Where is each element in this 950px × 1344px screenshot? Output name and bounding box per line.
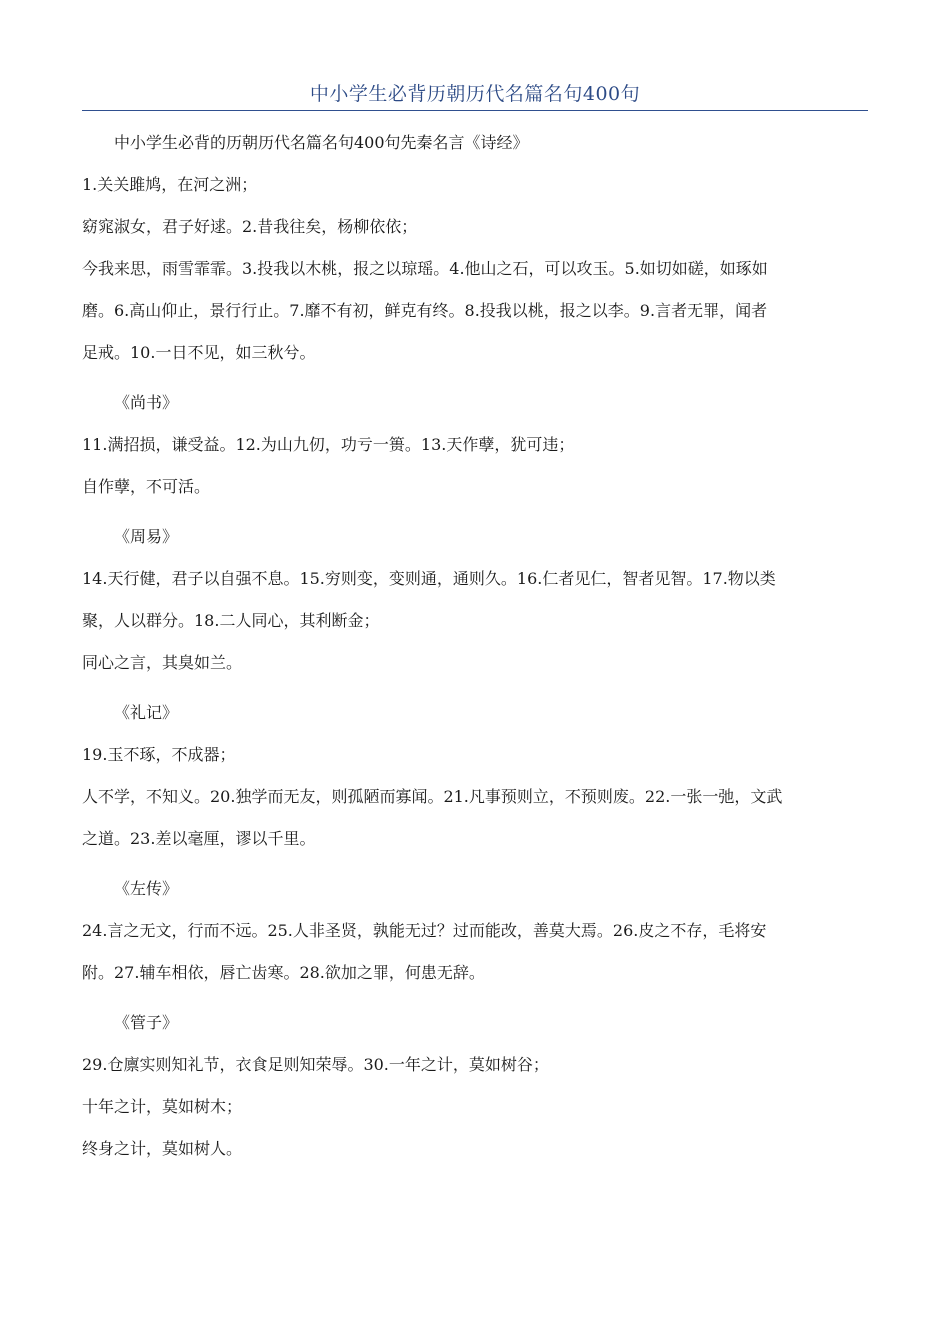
page-header [82,80,868,111]
section-heading-zuozhuan: 《左传》 [114,879,179,898]
text-line: 19.玉不琢，不成器； [82,745,236,764]
text-line: 窈窕淑女，君子好逑。2.昔我往矣，杨柳依依； [82,217,418,236]
text-line: 聚，人以群分。18.二人同心，其利断金； [82,611,380,630]
section-heading-liji: 《礼记》 [114,703,179,722]
text-line: 24.言之无文，行而不远。25.人非圣贤，孰能无过？过而能改，善莫大焉。26.皮之不存，毛将安 [82,921,767,940]
text-line: 自作孽，不可活。 [82,477,211,496]
text-line: 足戒。10.一日不见，如三秋兮。 [82,343,316,362]
section-heading-zhouyi: 《周易》 [114,527,179,546]
header-title: 中小学生必背历朝历代名篇名句400句 [309,83,641,105]
section-heading-guanzi: 《管子》 [114,1013,179,1032]
text-line: 29.仓廪实则知礼节，衣食足则知荣辱。30.一年之计，莫如树谷； [82,1055,549,1074]
text-line: 11.满招损，谦受益。12.为山九仞，功亏一篑。13.天作孽，犹可违； [82,435,575,454]
text-line: 之道。23.差以毫厘，谬以千里。 [82,829,316,848]
text-line: 十年之计，莫如树木； [82,1097,243,1116]
text-line: 同心之言，其臭如兰。 [82,653,243,672]
document-body [82,122,868,1170]
text-line: 人不学，不知义。20.独学而无友，则孤陋而寡闻。21.凡事预则立，不预则废。22.一张一弛，文武 [82,787,783,806]
text-line: 今我来思，雨雪霏霏。3.投我以木桃，报之以琼瑶。4.他山之石，可以攻玉。5.如切如磋，如琢如 [82,259,768,278]
text-line: 磨。6.高山仰止，景行行止。7.靡不有初，鲜克有终。8.投我以桃，报之以李。9.言者无罪，闻者 [82,301,768,320]
text-line: 1.关关雎鸠，在河之洲； [82,175,258,194]
section-heading-shangshu: 《尚书》 [114,393,179,412]
text-line: 附。27.辅车相依，唇亡齿寒。28.欲加之罪，何患无辞。 [82,963,485,982]
text-line: 14.天行健，君子以自强不息。15.穷则变，变则通，通则久。16.仁者见仁，智者见智。17.物以类 [82,569,776,588]
intro-line: 中小学生必背的历朝历代名篇名句400句先秦名言《诗经》 [114,133,529,152]
text-line: 终身之计，莫如树人。 [82,1139,243,1158]
